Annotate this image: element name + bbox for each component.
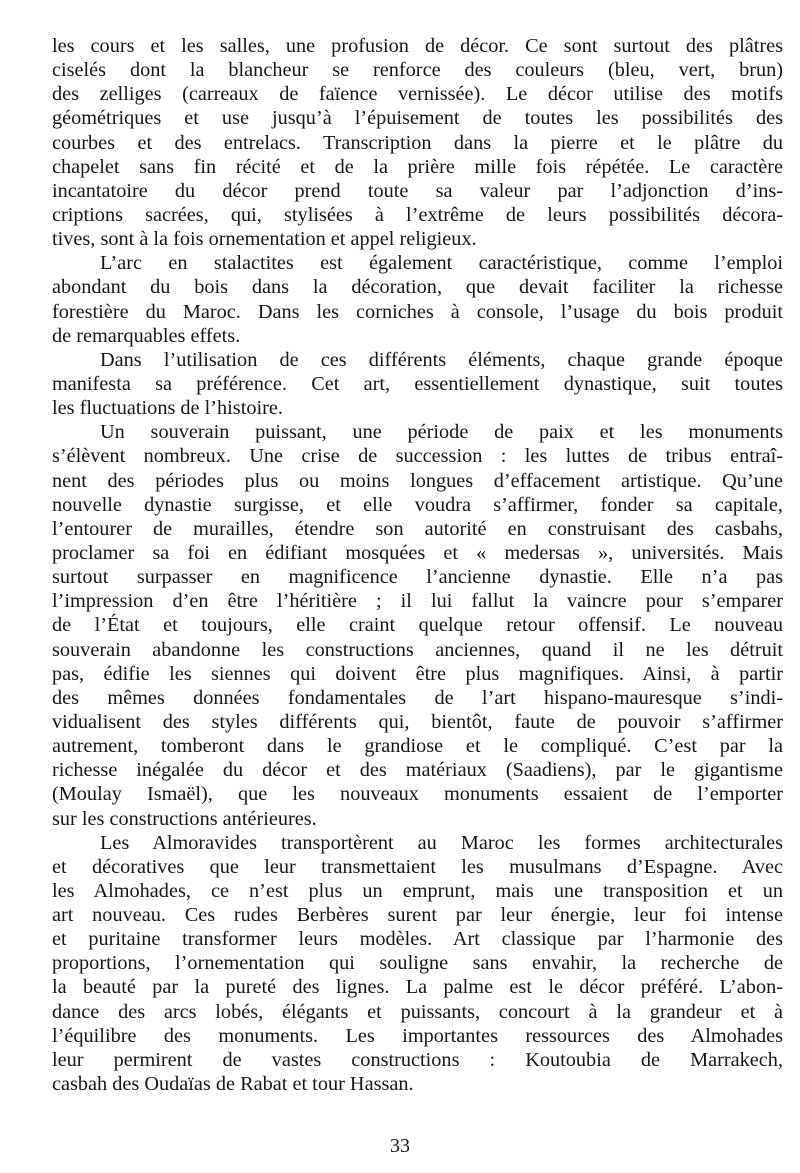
paragraph-decor [52,34,783,251]
text-line: proclamer sa foi en édifiant mosquées et « medersas », universités. Mais [52,541,783,564]
text-line: souverain abandonne les constructions anciennes, quand il ne les détruit [52,638,783,661]
text-line: art nouveau. Ces rudes Berbères surent par leur énergie, leur foi intense [52,904,783,927]
text-line: nouvelle dynastie surgisse, et elle voudra s’affirmer, fonder sa capitale, [52,493,783,516]
paragraph-stalactites [52,251,783,348]
text-line: pas, édifie les siennes qui doivent être plus magnifiques. Ainsi, à partir [52,662,783,685]
text-line: criptions sacrées, qui, stylisées à l’extrême de leurs possibilités décora- [52,203,783,226]
text-line: des zelliges (carreaux de faïence vernissée). Le décor utilise des motifs [52,83,783,106]
text-line: dance des arcs lobés, élégants et puissants, concourt à la grandeur et à [52,1000,783,1023]
text-line: Dans l’utilisation de ces différents éléments, chaque grande époque [100,348,783,371]
text-line: les Almohades, ce n’est plus un emprunt, mais une transposition et un [52,879,783,902]
text-line: L’arc en stalactites est également caractéristique, comme l’emploi [100,252,783,275]
text-line: géométriques et use jusqu’à l’épuisement de toutes les possibilités des [52,107,783,130]
text-line: nent des périodes plus ou moins longues d’effacement artistique. Qu’une [52,469,783,492]
text-line: courbes et des entrelacs. Transcription dans la pierre et le plâtre du [52,131,783,154]
text-line: de remarquables effets. [52,324,241,347]
text-line: et puritaine transformer leurs modèles. Art classique par l’harmonie des [52,928,783,951]
page-number: 33 [390,1135,410,1157]
text-line: les fluctuations de l’histoire. [52,397,283,420]
text-line: la beauté par la pureté des lignes. La palme est le décor préféré. L’abon- [52,976,783,999]
text-line: des mêmes données fondamentales de l’art hispano-mauresque s’indi- [52,686,783,709]
text-line: l’entourer de murailles, étendre son autorité en construisant des casbahs, [52,517,783,540]
paragraph-almoravides [52,831,783,1097]
paragraph-souverain [52,420,783,830]
text-line: et décoratives que leur transmettaient les musulmans d’Espagne. Avec [52,855,783,878]
text-line: s’élèvent nombreux. Une crise de succession : les luttes de tribus entraî- [52,445,783,468]
text-line: l’équilibre des monuments. Les importantes ressources des Almohades [52,1024,783,1047]
text-line: vidualisent des styles différents qui, bientôt, faute de pouvoir s’affirmer [52,710,783,733]
text-line: ciselés dont la blancheur se renforce des couleurs (bleu, vert, brun) [52,59,783,82]
text-line: autrement, tomberont dans le grandiose et le compliqué. C’est par la [52,735,783,758]
text-line: incantatoire du décor prend toute sa valeur par l’adjonction d’ins- [52,179,783,202]
text-line: proportions, l’ornementation qui souligne sans envahir, la recherche de [52,952,783,975]
text-line: chapelet sans fin récité et de la prière mille fois répétée. Le caractère [52,155,783,178]
paragraph-epoques [52,348,783,420]
text-line: l’impression d’en être l’héritière ; il lui fallut la vaincre pour s’emparer [52,590,783,613]
text-line: de l’État et toujours, elle craint quelque retour offensif. Le nouveau [52,614,783,637]
text-line: Les Almoravides transportèrent au Maroc les formes architecturales [100,831,783,854]
text-line: casbah des Oudaïas de Rabat et tour Hassan. [52,1073,414,1096]
text-line: les cours et les salles, une profusion de décor. Ce sont surtout des plâtres [52,35,783,57]
text-line: tives, sont à la fois ornementation et appel religieux. [52,228,477,251]
book-page-text [52,34,783,1096]
text-line: forestière du Maroc. Dans les corniches à console, l’usage du bois produit [52,300,783,323]
text-line: sur les constructions antérieures. [52,807,317,830]
text-line: leur permirent de vastes constructions : Koutoubia de Marrakech, [52,1048,783,1071]
text-line: surtout surpasser en magnificence l’ancienne dynastie. Elle n’a pas [52,566,783,589]
text-line: manifesta sa préférence. Cet art, essentiellement dynastique, suit toutes [52,372,783,395]
text-line: abondant du bois dans la décoration, que devait faciliter la richesse [52,276,783,299]
text-line: (Moulay Ismaël), que les nouveaux monuments essaient de l’emporter [52,783,783,806]
text-line: Un souverain puissant, une période de paix et les monuments [100,421,783,444]
text-line: richesse inégalée du décor et des matériaux (Saadiens), par le gigantisme [52,759,783,782]
